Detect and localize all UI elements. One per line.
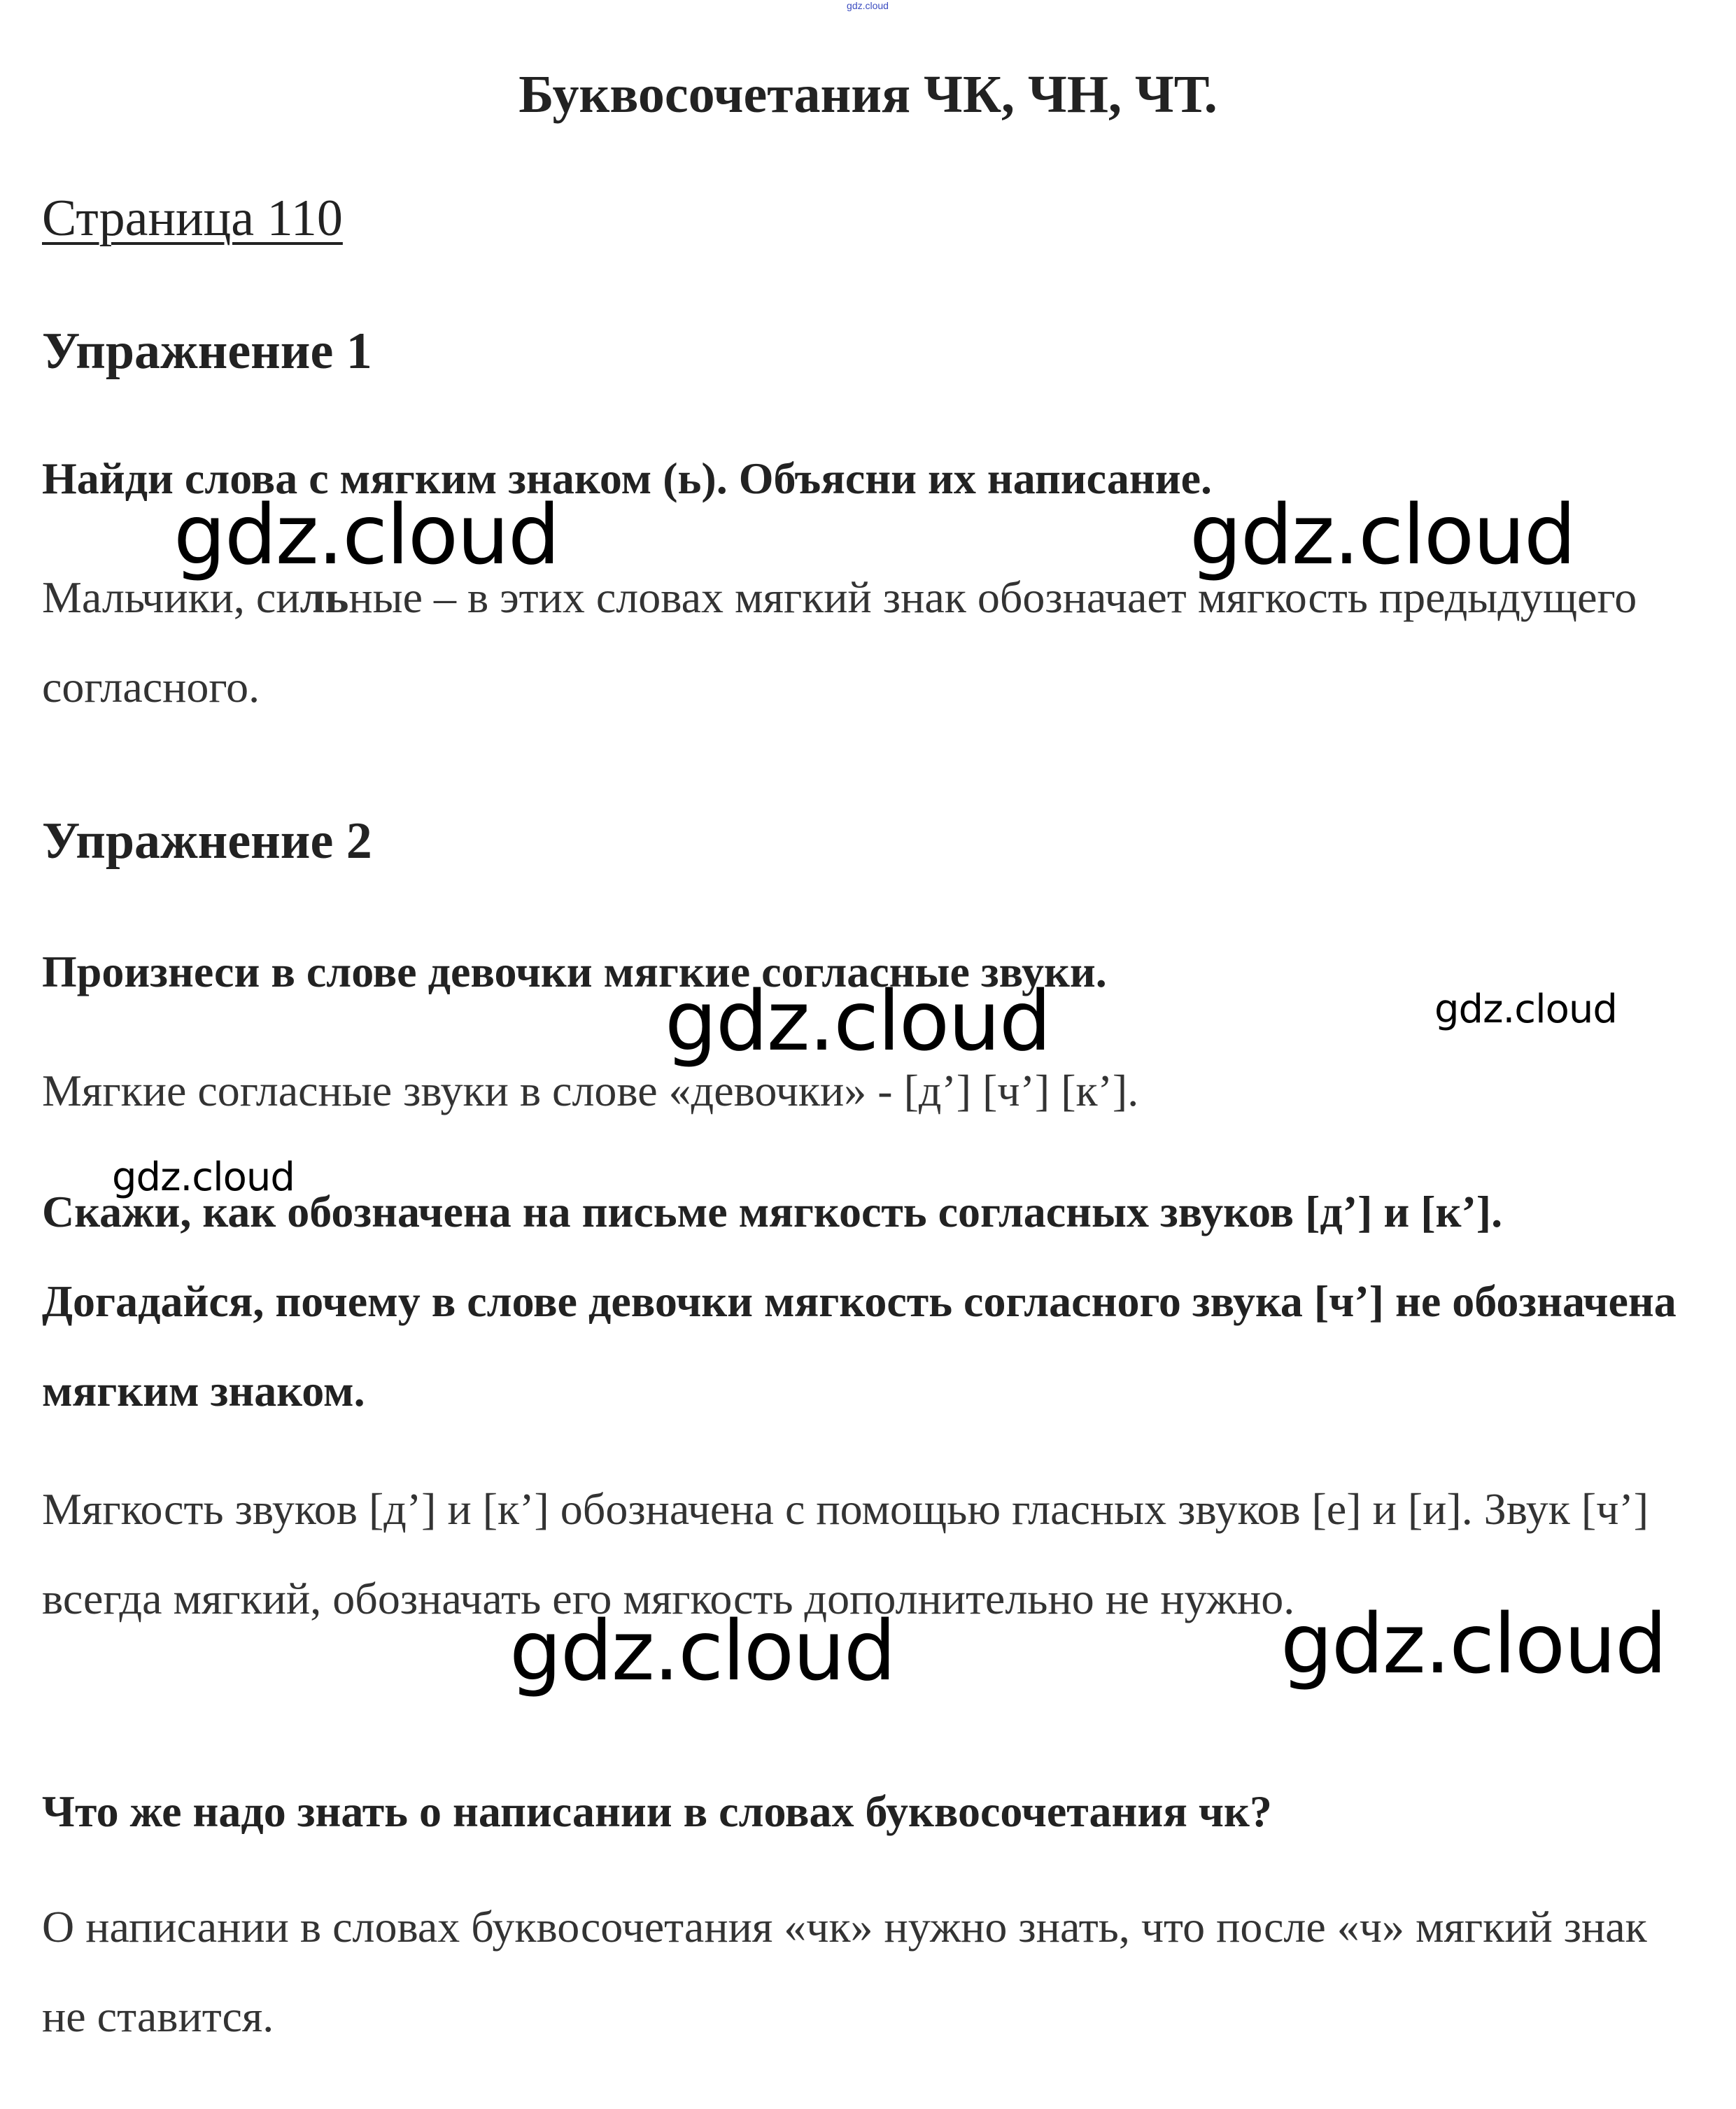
answer-text-part: ные – в этих словах мягкий знак обозначает мягкость предыдущего согласного. [42,572,1637,712]
watermark: gdz.cloud [1280,1595,1666,1692]
answer-text-part: чики, си [141,572,300,622]
watermark: gdz.cloud [112,1155,295,1200]
exercise-1-task: Найди слова с мягким знаком (ь). Объясни их написание. [42,453,1212,503]
watermark: gdz.cloud [509,1602,895,1699]
exercise-2-answer-3: О написании в словах буквосочетания «чк» нужно знать, что после «ч» мягкий знак не ставится. [42,1902,1647,2041]
exercise-2-heading: Упражнение 2 [42,812,372,870]
exercise-2-answer-1: Мягкие согласные звуки в слове «девочки» - [д’] [ч’] [к’]. [42,1066,1139,1115]
site-mark: gdz.cloud [847,0,889,11]
exercise-2-task-2: Скажи, как обозначена на письме мягкость согласных звуков [д’] и [к’]. Догадайся, почему в слове девочки мягкость согласного звука [ч’] не обозначена мягким знаком. [42,1187,1677,1416]
page-number-link[interactable]: Страница 110 [42,190,343,247]
soft-sign-highlight: ль [299,572,349,622]
watermark: gdz.cloud [174,486,559,583]
exercise-2-task-1: Произнеси в слове девочки мягкие согласные звуки. [42,947,1107,996]
exercise-1-heading: Упражнение 1 [42,323,372,380]
answer-text-part: Маль [42,572,142,622]
watermark: gdz.cloud [1434,987,1617,1032]
page-title: Буквосочетания ЧК, ЧН, ЧТ. [518,65,1218,124]
exercise-2-answer-2: Мягкость звуков [д’] и [к’] обозначена с помощью гласных звуков [е] и [и]. Звук [ч’] всегда мягкий, обозначать его мягкость дополнительно не нужно. [42,1484,1649,1623]
exercise-2-task-3: Что же надо знать о написании в словах буквосочетания чк? [42,1786,1272,1836]
watermark: gdz.cloud [1190,486,1575,583]
watermark: gdz.cloud [665,973,1050,1069]
